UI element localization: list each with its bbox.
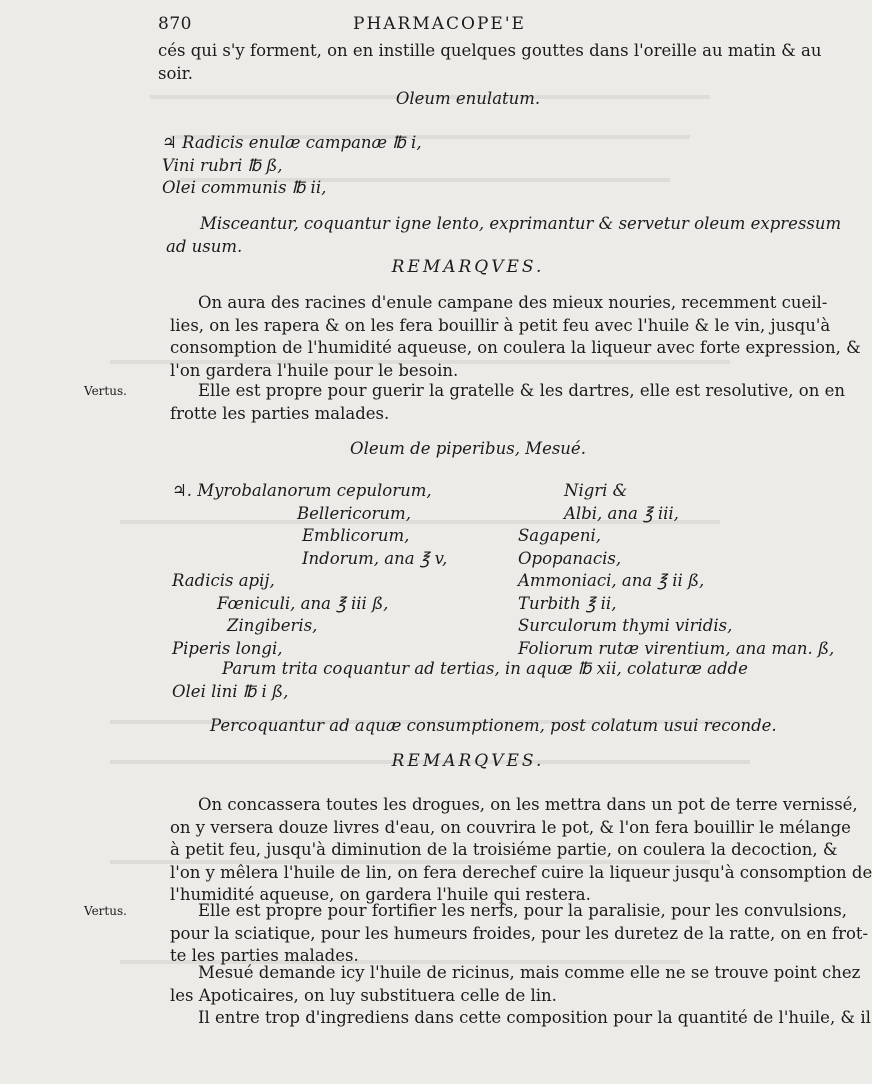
text-line: les Apoticaires, on luy substituera celle de lin. bbox=[170, 985, 557, 1005]
recipe-line: Surculorum thymi viridis, bbox=[518, 616, 733, 635]
recipe-line: ♃. Myrobalanorum cepulorum, bbox=[172, 481, 432, 500]
text-line: l'humidité aqueuse, on gardera l'huile qui restera. bbox=[170, 885, 591, 904]
text-line: lies, on les rapera & on les fera bouillir à petit feu avec l'huile & le vin, jusqu'à bbox=[170, 315, 831, 335]
recipe-list-enulatum bbox=[162, 132, 562, 200]
text-line: cés qui s'y forment, on en instille quelques gouttes dans l'oreille au matin & au bbox=[158, 41, 822, 60]
text-line: consomption de l'humidité aqueuse, on coulera la liqueur avec forte expression, & bbox=[170, 338, 861, 357]
text-line: à petit feu, jusqu'à diminution de la troisiéme partie, on coulera la decoction, & bbox=[170, 840, 838, 859]
text-line: On aura des racines d'enule campane des mieux nouries, recemment cueil- bbox=[198, 293, 828, 312]
recipe-line: ♃ Radicis enulæ campanæ ℔ i, bbox=[162, 133, 422, 152]
recipe-line: Olei communis ℔ ii, bbox=[162, 178, 327, 197]
page-number: 870 bbox=[158, 14, 192, 34]
vertus-paragraph-enulatum bbox=[170, 380, 845, 425]
text-line: Parum trita coquantur ad tertias, in aquæ ℔ xii, colaturæ adde bbox=[222, 659, 748, 678]
recipe-line: Turbith ℥ ii, bbox=[518, 593, 617, 613]
recipe-line: Zingiberis, bbox=[227, 616, 318, 635]
text-line: ad usum. bbox=[166, 236, 243, 256]
text-line: soir. bbox=[158, 63, 193, 83]
recipe-line: Nigri & bbox=[564, 481, 628, 500]
running-title: PHARMACOPE'E bbox=[353, 14, 526, 34]
recipe-line: Emblicorum, bbox=[302, 526, 410, 545]
text-line: Mesué demande icy l'huile de ricinus, mais comme elle ne se trouve point chez bbox=[198, 963, 861, 982]
recipe-line: Radicis apij, bbox=[172, 571, 275, 590]
text-line: Misceantur, coquantur igne lento, exprimantur & servetur oleum expressum bbox=[200, 214, 842, 233]
recipe-line: Fœniculi, ana ℥ iii ß, bbox=[217, 593, 389, 613]
text-line: Olei lini ℔ i ß, bbox=[172, 681, 289, 701]
recipe-line: Albi, ana ℥ iii, bbox=[564, 503, 679, 523]
section-title-oleum-enulatum: Oleum enulatum. bbox=[395, 89, 541, 108]
instruction-de-piperibus bbox=[172, 658, 782, 738]
recipe-line: Ammoniaci, ana ℥ ii ß, bbox=[518, 571, 705, 590]
recipe-line: Sagapeni, bbox=[518, 526, 602, 545]
text-line: Percoquantur ad aquæ consumptionem, post colatum usui reconde. bbox=[210, 716, 777, 735]
vertus-paragraph-de-piperibus bbox=[170, 900, 869, 968]
closing-paragraph bbox=[170, 962, 871, 1030]
recipe-line: Indorum, ana ℥ v, bbox=[302, 548, 448, 568]
text-line: l'on y mêlera l'huile de lin, on fera derechef cuire la liqueur jusqu'à consomption de bbox=[170, 862, 872, 882]
text-line: Elle est propre pour guerir la gratelle & les dartres, elle est resolutive, on en bbox=[198, 381, 845, 400]
remarques-heading: REMARQVES. bbox=[391, 257, 545, 277]
recipe-line: Foliorum rutæ virentium, ana man. ß, bbox=[518, 638, 835, 658]
recipe-line: Vini rubri ℔ ß, bbox=[162, 155, 283, 175]
text-line: On concassera toutes les drogues, on les mettra dans un pot de terre vernissé, bbox=[198, 795, 858, 814]
intro-paragraph bbox=[158, 40, 822, 85]
text-line: l'on gardera l'huile pour le besoin. bbox=[170, 360, 459, 380]
text-line: Il entre trop d'ingrediens dans cette composition pour la quantité de l'huile, & il bbox=[198, 1008, 871, 1027]
margin-note-vertus: Vertus. bbox=[84, 904, 127, 918]
text-line: pour la sciatique, pour les humeurs froides, pour les duretez de la ratte, on en frot- bbox=[170, 923, 869, 943]
recipe-column-left bbox=[172, 480, 502, 660]
remarques-heading: REMARQVES. bbox=[391, 751, 545, 771]
recipe-line: Piperis longi, bbox=[172, 638, 283, 658]
section-title-oleum-de-piperibus: Oleum de piperibus, Mesué. bbox=[350, 439, 586, 458]
text-line: te les parties malades. bbox=[170, 946, 359, 965]
remarques-paragraph-enulatum bbox=[170, 292, 861, 382]
remarques-paragraph-de-piperibus bbox=[170, 794, 872, 907]
recipe-column-right bbox=[518, 480, 835, 660]
instruction-enulatum bbox=[166, 213, 842, 258]
recipe-line: Bellericorum, bbox=[297, 503, 411, 523]
recipe-line: Opopanacis, bbox=[518, 548, 622, 568]
text-line: Elle est propre pour fortifier les nerfs, pour la paralisie, pour les convulsions, bbox=[198, 901, 847, 920]
text-line: frotte les parties malades. bbox=[170, 403, 390, 423]
text-line: on y versera douze livres d'eau, on couvrira le pot, & l'on fera bouillir le mélange bbox=[170, 817, 851, 837]
margin-note-vertus: Vertus. bbox=[84, 384, 127, 398]
